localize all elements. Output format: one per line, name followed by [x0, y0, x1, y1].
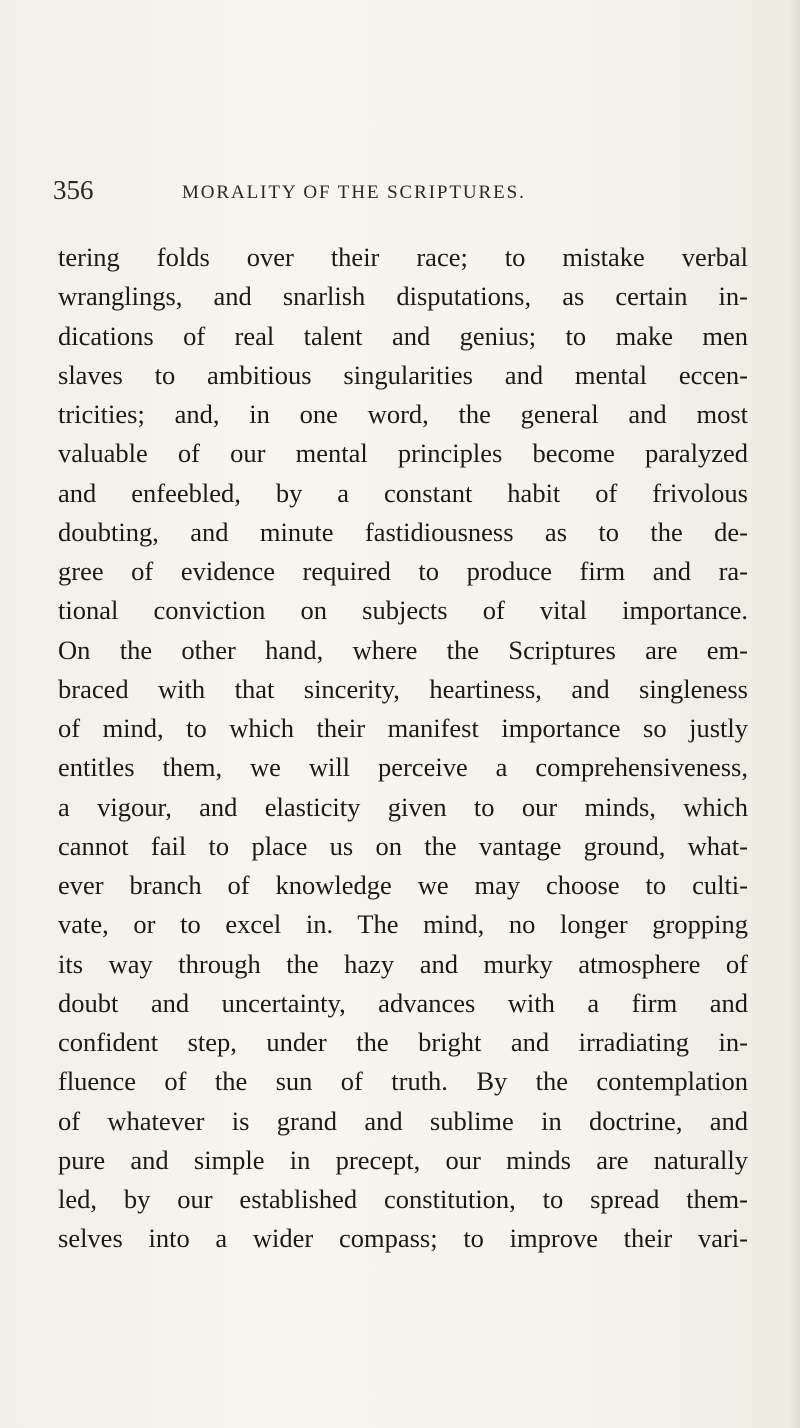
text-line: pure and simple in precept, our minds are naturally — [58, 1144, 748, 1175]
page-number: 356 — [53, 175, 94, 205]
text-line: a vigour, and elasticity given to our minds, which — [58, 791, 748, 822]
page-edge-shadow — [790, 0, 800, 1428]
text-line: doubt and uncertainty, advances with a firm and — [58, 987, 748, 1018]
running-title: MORALITY OF THE SCRIPTURES. — [182, 182, 526, 203]
text-line: tering folds over their race; to mistake verbal — [58, 242, 748, 272]
text-line: braced with that sincerity, heartiness, and singleness — [58, 673, 748, 704]
text-line: and enfeebled, by a constant habit of frivolous — [58, 477, 748, 508]
text-line: its way through the hazy and murky atmosphere of — [58, 948, 748, 979]
text-line: confident step, under the bright and irradiating in- — [58, 1027, 748, 1057]
page-header — [53, 172, 613, 212]
text-line: of mind, to which their manifest importance so justly — [58, 713, 748, 743]
text-line: tricities; and, in one word, the general and most — [58, 399, 748, 429]
text-line: tional conviction on subjects of vital importance. — [58, 595, 748, 626]
text-line: ever branch of knowledge we may choose to culti- — [58, 870, 748, 900]
text-line: vate, or to excel in. The mind, no longer gropping — [58, 909, 748, 940]
body-text — [58, 238, 748, 1259]
text-line: doubting, and minute fastidiousness as to the de- — [58, 516, 748, 547]
text-line: led, by our established constitution, to spread them- — [58, 1184, 748, 1214]
text-line: of whatever is grand and sublime in doctrine, and — [58, 1105, 748, 1136]
text-line: slaves to ambitious singularities and mental eccen- — [58, 359, 748, 390]
text-line: dications of real talent and genius; to make men — [58, 320, 748, 351]
text-line: gree of evidence required to produce firm and ra- — [58, 556, 748, 586]
text-line: selves into a wider compass; to improve their vari- — [58, 1223, 748, 1254]
text-line: wranglings, and snarlish disputations, as certain in- — [58, 281, 748, 312]
text-line: fluence of the sun of truth. By the contemplation — [58, 1066, 748, 1097]
text-line: cannot fail to place us on the vantage ground, what- — [58, 830, 748, 861]
text-line: On the other hand, where the Scriptures are em- — [58, 634, 748, 665]
text-line: entitles them, we will perceive a comprehensiveness, — [58, 752, 748, 783]
text-line: valuable of our mental principles become paralyzed — [58, 438, 748, 469]
